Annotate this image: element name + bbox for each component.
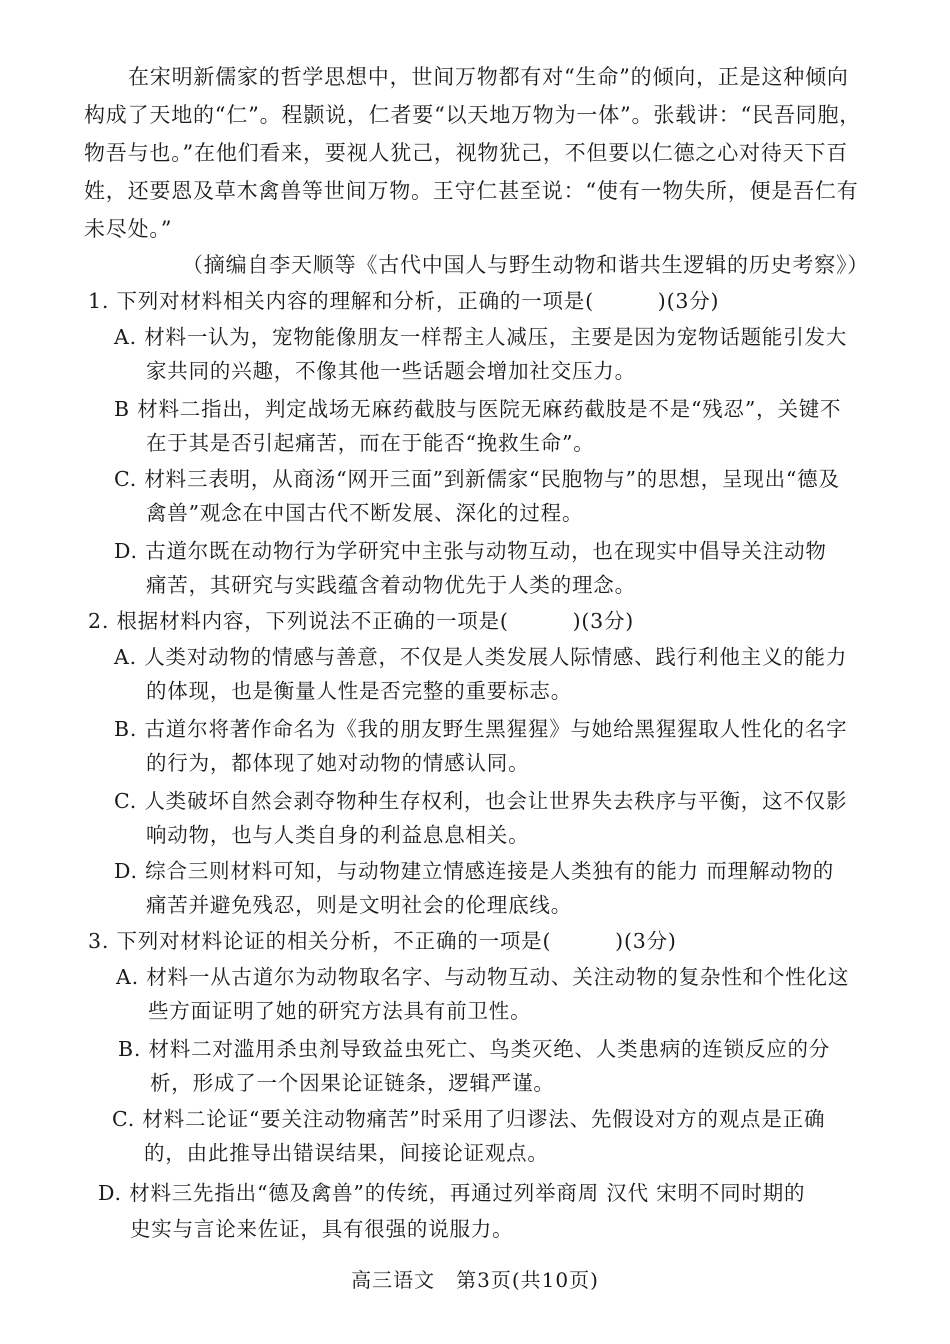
option-a-line-1: A. 材料一认为，宠物能像朋友一样帮主人减压，主要是因为宠物话题能引发大 — [114, 325, 848, 349]
option-b-line-2: 析，形成了一个因果论证链条，逻辑严谨。 — [150, 1071, 555, 1095]
passage-line: 未尽处。” — [84, 217, 173, 241]
option-b-line-2: 在于其是否引起痛苦，而在于能否“挽救生命”。 — [146, 431, 595, 455]
option-c-line-2: 禽兽”观念在中国古代不断发展、深化的过程。 — [146, 501, 584, 525]
source-citation: （摘编自李天顺等《古代中国人与野生动物和谐共生逻辑的历史考察》） — [182, 253, 870, 277]
option-d-line-1: D. 综合三则材料可知，与动物建立情感连接是人类独有的能力 而理解动物的 — [114, 859, 835, 883]
option-b-line-2: 的行为，都体现了她对动物的情感认同。 — [146, 751, 530, 775]
option-c-line-1: C. 材料三表明，从商汤“网开三面”到新儒家“民胞物与”的思想，呈现出“德及 — [114, 467, 840, 491]
question-stem: 1. 下列对材料相关内容的理解和分析，正确的一项是( )(3分) — [88, 289, 720, 313]
option-d-line-1: D. 材料三先指出“德及禽兽”的传统，再通过列举商周 汉代 宋明不同时期的 — [98, 1181, 806, 1205]
option-b-line-1: B 材料二指出，判定战场无麻药截肢与医院无麻药截肢是不是“残忍”，关键不 — [114, 397, 842, 421]
option-c-line-2: 的，由此推导出错误结果，间接论证观点。 — [144, 1141, 549, 1165]
option-d-line-1: D. 古道尔既在动物行为学研究中主张与动物互动，也在现实中倡导关注动物 — [114, 539, 827, 563]
option-c-line-2: 响动物，也与人类自身的利益息息相关。 — [146, 823, 530, 847]
option-d-line-2: 史实与言论来佐证，具有很强的说服力。 — [130, 1217, 514, 1241]
option-a-line-2: 的体现，也是衡量人性是否完整的重要标志。 — [146, 679, 572, 703]
passage-line: 物吾与也。”在他们看来，要视人犹己，视物犹己，不但要以仁德之心对待天下百 — [84, 141, 849, 165]
option-a-line-2: 些方面证明了她的研究方法具有前卫性。 — [148, 999, 532, 1023]
option-b-line-1: B. 古道尔将著作命名为《我的朋友野生黑猩猩》与她给黑猩猩取人性化的名字 — [114, 717, 848, 741]
question-stem: 3. 下列对材料论证的相关分析，不正确的一项是( )(3分) — [88, 929, 677, 953]
page-footer: 高三语文 第3页(共10页) — [351, 1268, 599, 1292]
question-stem: 2. 根据材料内容，下列说法不正确的一项是( )(3分) — [88, 609, 635, 633]
option-c-line-1: C. 人类破坏自然会剥夺物种生存权利，也会让世界失去秩序与平衡，这不仅影 — [114, 789, 848, 813]
passage-line: 姓，还要恩及草木禽兽等世间万物。王守仁甚至说：“使有一物失所，便是吾仁有 — [84, 179, 859, 203]
option-d-line-2: 痛苦，其研究与实践蕴含着动物优先于人类的理念。 — [146, 573, 636, 597]
option-d-line-2: 痛苦并避免残忍，则是文明社会的伦理底线。 — [146, 893, 572, 917]
passage-line: 在宋明新儒家的哲学思想中，世间万物都有对“生命”的倾向，正是这种倾向 — [128, 65, 849, 89]
option-a-line-1: A. 材料一从古道尔为动物取名字、与动物互动、关注动物的复杂性和个性化这 — [116, 965, 850, 989]
passage-line: 构成了天地的“仁”。程颢说，仁者要“以天地万物为一体”。张载讲：“民吾同胞， — [84, 103, 862, 127]
option-b-line-1: B. 材料二对滥用杀虫剂导致益虫死亡、鸟类灭绝、人类患病的连锁反应的分 — [118, 1037, 831, 1061]
option-a-line-1: A. 人类对动物的情感与善意，不仅是人类发展人际情感、践行利他主义的能力 — [114, 645, 848, 669]
option-c-line-1: C. 材料二论证“要关注动物痛苦”时采用了归谬法、先假设对方的观点是正确 — [112, 1107, 826, 1131]
option-a-line-2: 家共同的兴趣，不像其他一些话题会增加社交压力。 — [146, 359, 636, 383]
